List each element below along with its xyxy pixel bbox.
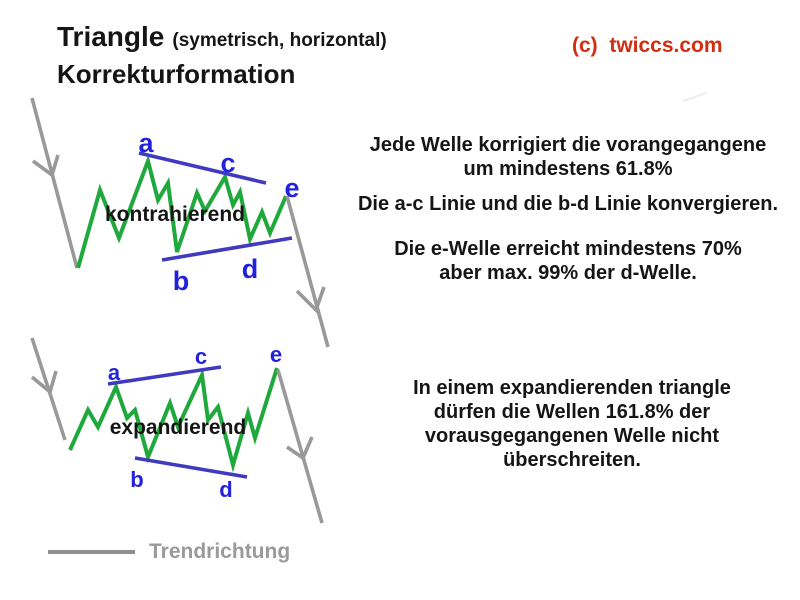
page-title: Triangle (57, 21, 165, 52)
trend-arrow-upper-right-head (297, 287, 324, 310)
wave-label-a-expanding: a (107, 360, 121, 385)
note-expanding-line1: In einem expandierenden triangle (413, 377, 731, 399)
page-title-line2: Korrekturformation (57, 59, 296, 89)
note-rule3-line2: aber max. 99% der d-Welle. (439, 262, 697, 284)
trend-arrow-upper-left-shaft (32, 98, 77, 268)
note-rule3-line1: Die e-Welle erreicht mindestens 70% (394, 238, 742, 260)
notes-expanding (332, 376, 800, 472)
wave-label-d-contracting: d (241, 254, 259, 284)
page-subtitle: (symetrisch, horizontal) (172, 30, 387, 51)
wave-label-b-contracting: b (172, 266, 190, 296)
wave-label-c-contracting: c (220, 148, 236, 178)
wave-label-e-expanding: e (269, 342, 283, 367)
expanding-caption: expandierend (109, 416, 247, 439)
wave-label-b-expanding: b (130, 467, 144, 492)
contracting-caption: kontrahierend (104, 203, 246, 226)
note-expanding-line3: vorausgegangenen Welle nicht (424, 425, 720, 447)
note-expanding-line4: überschreiten. (503, 449, 641, 471)
legend (48, 540, 290, 564)
wave-label-c-expanding: c (194, 344, 208, 369)
wave-label-d-expanding: d (219, 477, 233, 502)
copyright-notice: (c) twiccs.com (572, 34, 723, 57)
ac-trendline-contracting (139, 153, 266, 183)
note-expanding-line2: dürfen die Wellen 161.8% der (433, 401, 711, 423)
stray-mark (683, 93, 706, 101)
legend-label: Trendrichtung (149, 540, 291, 563)
note-rule1-line2: um mindestens 61.8% (463, 158, 673, 180)
notes-contracting (328, 133, 800, 285)
trend-direction-line-sample (48, 550, 135, 554)
wave-label-e-contracting: e (284, 173, 300, 203)
trend-arrow-upper-right-shaft (287, 196, 328, 347)
contracting-triangle-diagram (32, 98, 328, 347)
trend-arrow-lower-right-shaft (278, 370, 322, 523)
note-rule1-line1: Jede Welle korrigiert die vorangegangene (369, 134, 767, 156)
trend-arrow-upper-left-head (33, 155, 58, 175)
note-rule2: Die a-c Linie und die b-d Linie konvergieren. (357, 193, 779, 215)
expanding-triangle-diagram (32, 338, 322, 523)
wave-label-a-contracting: a (138, 128, 154, 158)
